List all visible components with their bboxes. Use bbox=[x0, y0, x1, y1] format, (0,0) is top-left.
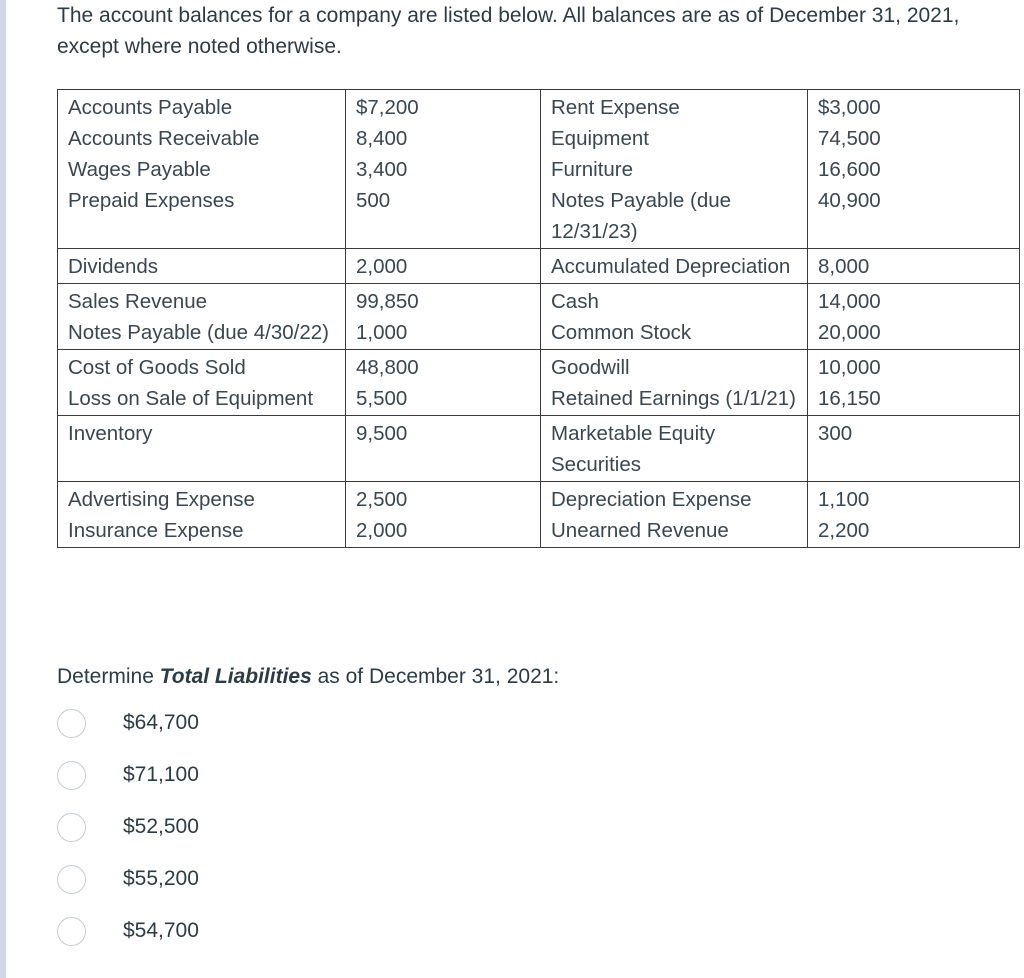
account-value: 9,500 bbox=[346, 416, 541, 482]
account-value: 2,000 bbox=[346, 249, 541, 284]
radio-button[interactable] bbox=[57, 917, 86, 946]
account-name: Accounts Payable bbox=[58, 90, 346, 124]
answer-label[interactable]: $64,700 bbox=[123, 711, 199, 734]
account-value: 1,100 bbox=[808, 482, 1020, 516]
intro-text: The account balances for a company are listed below. All balances are as of December 31, 2021, except where noted otherwise. bbox=[57, 4, 960, 58]
account-name: Insurance Expense bbox=[58, 515, 346, 548]
account-name: Equipment bbox=[541, 123, 808, 154]
account-name: Notes Payable (due 4/30/22) bbox=[58, 317, 346, 350]
answer-option[interactable] bbox=[57, 914, 457, 966]
answer-label[interactable]: $54,700 bbox=[123, 919, 199, 942]
account-name: Advertising Expense bbox=[58, 482, 346, 516]
account-value: 2,500 bbox=[346, 482, 541, 516]
account-value: 10,000 bbox=[808, 350, 1020, 384]
account-name: Depreciation Expense bbox=[541, 482, 808, 516]
account-value: 8,400 bbox=[346, 123, 541, 154]
table-row bbox=[58, 383, 1020, 416]
account-name: Sales Revenue bbox=[58, 284, 346, 318]
radio-button[interactable] bbox=[57, 865, 86, 894]
account-value: 2,200 bbox=[808, 515, 1020, 548]
radio-button[interactable] bbox=[57, 761, 86, 790]
account-name: Dividends bbox=[58, 249, 346, 284]
account-value: 16,150 bbox=[808, 383, 1020, 416]
account-value: 1,000 bbox=[346, 317, 541, 350]
account-name: Cash bbox=[541, 284, 808, 318]
account-name: Accounts Receivable bbox=[58, 123, 346, 154]
account-name: Cost of Goods Sold bbox=[58, 350, 346, 384]
question-prefix: Determine bbox=[57, 665, 160, 688]
account-name: Notes Payable (due 12/31/23) bbox=[541, 185, 808, 249]
account-name: Unearned Revenue bbox=[541, 515, 808, 548]
account-name: Goodwill bbox=[541, 350, 808, 384]
account-name: Retained Earnings (1/1/21) bbox=[541, 383, 808, 416]
account-name: Loss on Sale of Equipment bbox=[58, 383, 346, 416]
account-value: 16,600 bbox=[808, 154, 1020, 185]
answer-option[interactable] bbox=[57, 706, 457, 758]
account-value: 8,000 bbox=[808, 249, 1020, 284]
answer-options bbox=[57, 706, 457, 966]
radio-button[interactable] bbox=[57, 813, 86, 842]
account-name: Wages Payable bbox=[58, 154, 346, 185]
account-name: Marketable Equity Securities bbox=[541, 416, 808, 482]
account-name: Common Stock bbox=[541, 317, 808, 350]
answer-label[interactable]: $71,100 bbox=[123, 763, 199, 786]
table-row bbox=[58, 284, 1020, 318]
account-value: 74,500 bbox=[808, 123, 1020, 154]
table-row bbox=[58, 515, 1020, 548]
account-value: 3,400 bbox=[346, 154, 541, 185]
table-row bbox=[58, 185, 1020, 249]
account-value: 2,000 bbox=[346, 515, 541, 548]
question-emphasis: Total Liabilities bbox=[159, 665, 312, 688]
account-name: Prepaid Expenses bbox=[58, 185, 346, 249]
table-row bbox=[58, 482, 1020, 516]
answer-label[interactable]: $52,500 bbox=[123, 815, 199, 838]
account-value: 5,500 bbox=[346, 383, 541, 416]
account-name: Accumulated Depreciation bbox=[541, 249, 808, 284]
account-name: Furniture bbox=[541, 154, 808, 185]
table-row bbox=[58, 90, 1020, 124]
account-name: Rent Expense bbox=[541, 90, 808, 124]
table-row bbox=[58, 249, 1020, 284]
account-value: 14,000 bbox=[808, 284, 1020, 318]
table-row bbox=[58, 123, 1020, 154]
table-row bbox=[58, 317, 1020, 350]
question-suffix: as of December 31, 2021: bbox=[311, 665, 560, 688]
account-value: 99,850 bbox=[346, 284, 541, 318]
account-balances-table bbox=[57, 89, 1020, 548]
account-value: 20,000 bbox=[808, 317, 1020, 350]
answer-label[interactable]: $55,200 bbox=[123, 867, 199, 890]
table-row bbox=[58, 416, 1020, 482]
account-value: $3,000 bbox=[808, 90, 1020, 124]
account-value: 500 bbox=[346, 185, 541, 249]
answer-option[interactable] bbox=[57, 758, 457, 810]
radio-button[interactable] bbox=[57, 709, 86, 738]
left-border bbox=[0, 0, 6, 978]
question-text bbox=[57, 661, 559, 692]
account-name: Inventory bbox=[58, 416, 346, 482]
table-row bbox=[58, 350, 1020, 384]
account-value: 48,800 bbox=[346, 350, 541, 384]
account-value: $7,200 bbox=[346, 90, 541, 124]
account-value: 300 bbox=[808, 416, 1020, 482]
answer-option[interactable] bbox=[57, 862, 457, 914]
account-value: 40,900 bbox=[808, 185, 1020, 249]
answer-option[interactable] bbox=[57, 810, 457, 862]
table-row bbox=[58, 154, 1020, 185]
